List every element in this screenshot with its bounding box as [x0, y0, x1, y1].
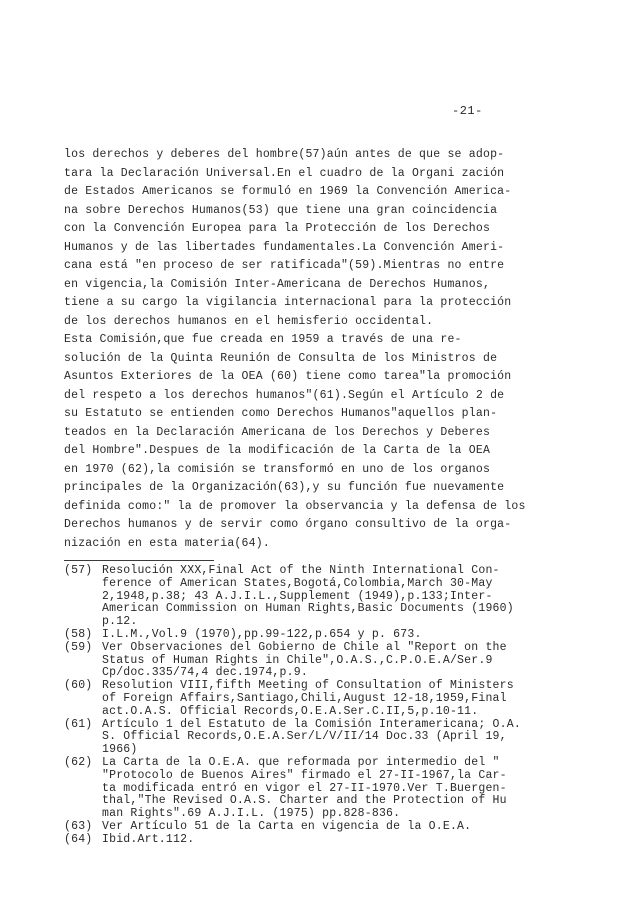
footnote-number: (61) — [64, 717, 93, 731]
footnote-text: I.L.M.,Vol.9 (1970),pp.99-122,p.654 y p. 673. — [102, 628, 422, 641]
footnote-line — [64, 615, 138, 628]
footnote-text: thal,"The Revised O.A.S. Charter and the Protection of Hu — [102, 794, 507, 808]
footnote-line — [64, 666, 308, 679]
footnote-text: "Protocolo de Buenos Aires" firmado el 27-II-1967,la Car- — [102, 768, 507, 782]
footnote-line — [64, 590, 493, 603]
footnote-line — [64, 756, 500, 769]
footnote-text: S. Official Records,O.E.A.Ser/L/V/II/14 Doc.33 (April 19, — [102, 730, 507, 744]
body-line: cana está "en proceso de ser ratificada"(59).Mientras no entre — [64, 259, 505, 272]
body-line: con la Convención Europea para la Protección de los Derechos — [64, 222, 491, 235]
footnote-text: ta modificada entró en vigor el 27-II-1970.Ver T.Buergen- — [102, 781, 507, 795]
footnote-text: ference of American States,Bogotá,Colombia,March 30-May — [102, 576, 493, 590]
footnote-line — [64, 577, 493, 590]
body-line: Derechos humanos y de servir como órgano consultivo de la orga- — [64, 518, 512, 531]
footnote-line — [64, 782, 507, 795]
footnote-line — [64, 692, 507, 705]
footnote-text: of Foreign Affairs,Santiago,Chili,August 12-18,1959,Final — [102, 692, 507, 705]
footnote-number: (59) — [64, 640, 93, 654]
body-line: su Estatuto se entienden como Derechos Humanos"aquellos plan- — [64, 407, 498, 420]
body-line: tiene a su cargo la vigilancia internacional para la protección — [64, 296, 512, 309]
footnote-line — [64, 654, 493, 667]
body-line: del respeto a los derechos humanos"(61).Según el Artículo 2 de — [64, 388, 505, 402]
body-line: na sobre Derechos Humanos(53) que tiene una gran coincidencia — [64, 203, 498, 217]
footnote-text: La Carta de la O.E.A. que reformada por intermedio del " — [102, 756, 500, 769]
footnote-line — [64, 602, 514, 615]
footnote-line — [64, 769, 507, 782]
body-line: nización en esta materia(64). — [64, 536, 270, 550]
body-line: tara la Declaración Universal.En el cuadro de la Organi zación — [64, 166, 505, 180]
footnote-divider — [64, 560, 214, 561]
footnote-text: Cp/doc.335/74,4 dec.1974,p.9. — [102, 666, 308, 680]
footnote-number: (57) — [64, 564, 93, 577]
footnote-number: (64) — [64, 832, 93, 846]
footnote-number: (62) — [64, 756, 93, 769]
footnote-line — [64, 730, 507, 743]
footnote-text: Ver Observaciones del Gobierno de Chile al "Report on the — [102, 640, 507, 654]
footnote-line — [64, 833, 194, 846]
body-line: en vigencia,la Comisión Inter-Americana de Derechos Humanos, — [64, 277, 491, 291]
footnote-text: Ibid.Art.112. — [102, 832, 195, 846]
body-line: definida como:" la de promover la observancia y la defensa de los — [64, 499, 526, 513]
footnote-number: (58) — [64, 628, 93, 641]
footnote-line — [64, 641, 507, 654]
footnote-text: Ver Artículo 51 de la Carta en vigencia de la O.E.A. — [102, 820, 472, 833]
footnote-number: (63) — [64, 820, 93, 833]
footnote-line — [64, 820, 471, 833]
body-line: en 1970 (62),la comisión se transformó en uno de los organos — [64, 462, 491, 476]
footnote-line — [64, 564, 500, 577]
footnote-line — [64, 794, 507, 807]
body-line: solución de la Quinta Reunión de Consulta de los Ministros de — [64, 351, 498, 365]
footnote-line — [64, 679, 514, 692]
footnote-text: 1966) — [102, 743, 138, 757]
footnote-text: American Commission on Human Rights,Basic Documents (1960) — [102, 602, 514, 616]
footnote-number: (60) — [64, 679, 93, 693]
body-line: Esta Comisión,que fue creada en 1959 a través de una re- — [64, 333, 462, 346]
footnote-text: Artículo 1 del Estatuto de la Comisión Interamericana; O.A. — [102, 717, 521, 731]
footnote-line — [64, 718, 521, 731]
body-line: los derechos y deberes del hombre(57)aún antes de que se adop- — [64, 148, 505, 161]
footnote-text: Status of Human Rights in Chile",O.A.S.,C.P.O.E.A/Ser.9 — [102, 653, 493, 667]
footnote-line — [64, 807, 400, 820]
body-line: de Estados Americanos se formuló en 1969 la Convención America- — [64, 185, 512, 198]
body-line: Asuntos Exteriores de la OEA (60) tiene como tarea"la promoción — [64, 370, 512, 383]
body-line: teados en la Declaración Americana de los Derechos y Deberes — [64, 425, 491, 439]
footnote-text: Resolución XXX,Final Act of the Ninth International Con- — [102, 564, 500, 577]
footnote-text: 2,1948,p.38; 43 A.J.I.L.,Supplement (1949),p.133;Inter- — [102, 589, 493, 603]
footnote-text: act.O.A.S. Official Records,O.E.A.Ser.C.II,5,p.10-11. — [102, 704, 479, 718]
footnote-text: Resolution VIII,fifth Meeting of Consultation of Ministers — [102, 679, 514, 693]
page-number: -21- — [452, 104, 483, 118]
footnote-text: p.12. — [102, 615, 138, 629]
footnote-text: man Rights".69 A.J.I.L. (1975) pp.828-836. — [102, 807, 401, 821]
footnote-line — [64, 705, 478, 718]
footnote-line — [64, 743, 138, 756]
body-line: del Hombre".Despues de la modificación de la Carta de la OEA — [64, 444, 491, 457]
body-line: de los derechos humanos en el hemisferio occidental. — [64, 314, 434, 328]
footnote-line — [64, 628, 422, 641]
body-line: principales de la Organización(63),y su función fue nuevamente — [64, 481, 505, 494]
body-line: Humanos y de las libertades fundamentales.La Convención Ameri- — [64, 240, 505, 254]
